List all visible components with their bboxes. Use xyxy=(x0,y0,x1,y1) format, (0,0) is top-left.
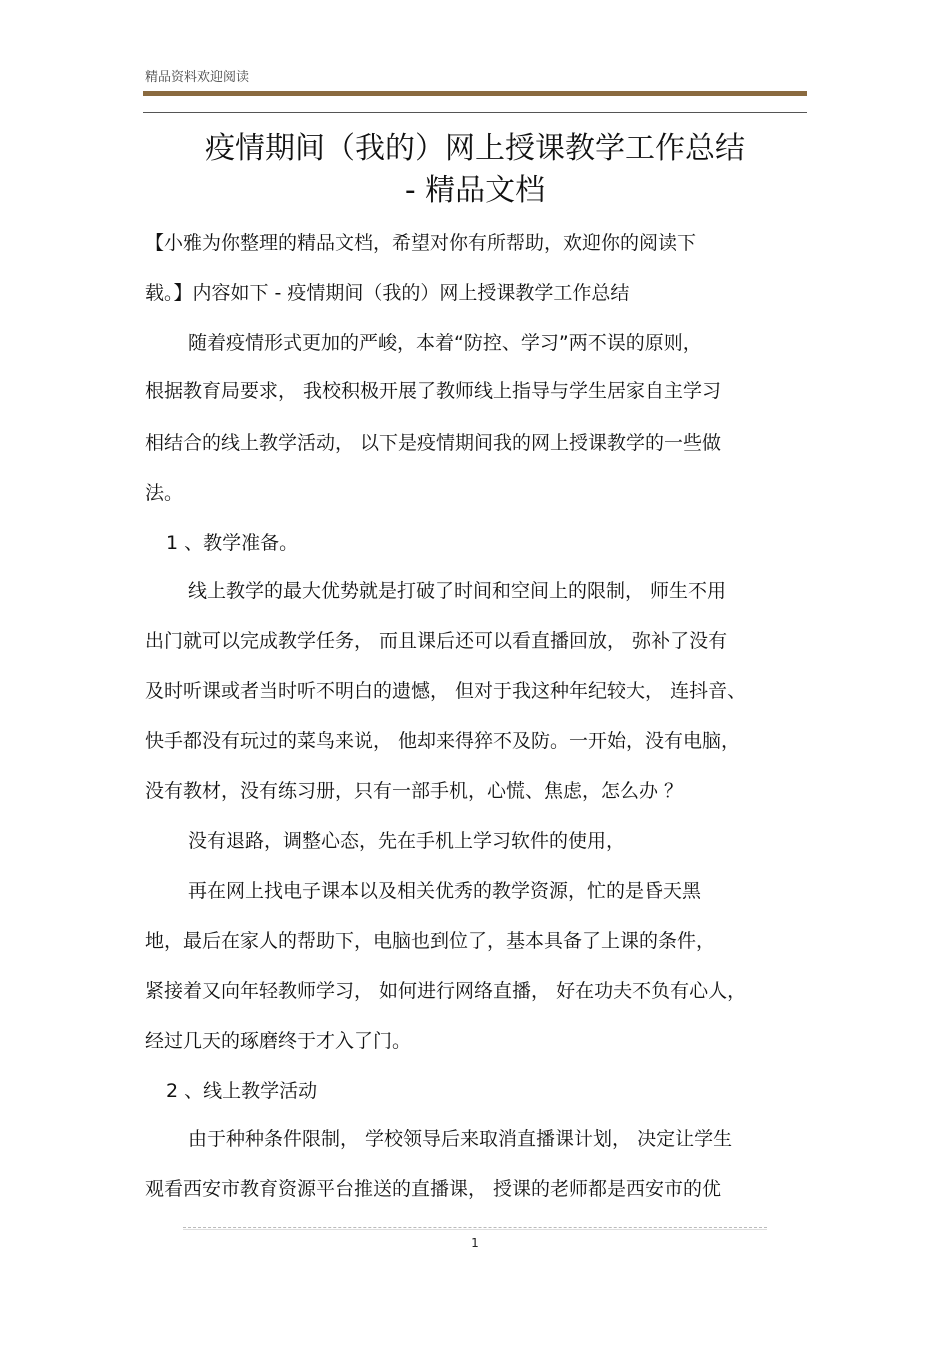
document-title xyxy=(145,128,805,212)
body-line: 载。】内容如下 - 疫情期间（我的）网上授课教学工作总结 xyxy=(145,282,630,304)
body-line: 法。 xyxy=(145,482,184,504)
body-line: 由于种种条件限制， 学校领导后来取消直播课计划， 决定让学生 xyxy=(188,1128,733,1150)
body-line: 随着疫情形式更加的严峻，本着“防控、学习”两不误的原则， xyxy=(188,332,702,354)
body-line: 地，最后在家人的帮助下，电脑也到位了，基本具备了上课的条件， xyxy=(145,930,716,952)
body-line: 没有退路，调整心态，先在手机上学习软件的使用， xyxy=(188,830,626,852)
title-line-1: 疫情期间（我的）网上授课教学工作总结 xyxy=(205,131,745,166)
body-line: 没有教材，没有练习册，只有一部手机，心慌、焦虑，怎么办 ？ xyxy=(145,780,684,802)
body-line: 根据教育局要求， 我校积极开展了教师线上指导与学生居家自主学习 xyxy=(145,380,722,402)
body-line: 【小雅为你整理的精品文档，希望对你有所帮助，欢迎你的阅读下 xyxy=(145,232,697,254)
body-line: 快手都没有玩过的菜鸟来说， 他却来得猝不及防。一开始，没有电脑， xyxy=(145,730,741,752)
body-line: 及时听课或者当时听不明白的遗憾， 但对于我这种年纪较大， 连抖音、 xyxy=(145,680,747,702)
header-rule-thin xyxy=(143,112,807,113)
body-line: 相结合的线上教学活动， 以下是疫情期间我的网上授课教学的一些做 xyxy=(145,432,722,454)
body-line: 再在网上找电子课本以及相关优秀的教学资源，忙的是昏天黑 xyxy=(188,880,702,902)
section-heading: 1 、教学准备。 xyxy=(166,532,299,554)
page-header: 精品资料欢迎阅读 xyxy=(145,70,250,85)
body-line: 出门就可以完成教学任务， 而且课后还可以看直播回放， 弥补了没有 xyxy=(145,630,728,652)
page-number: 1 xyxy=(471,1236,479,1250)
body-line: 经过几天的琢磨终于才入了门。 xyxy=(145,1030,412,1052)
footer-rule-secondary xyxy=(183,1229,767,1230)
body-line: 线上教学的最大优势就是打破了时间和空间上的限制， 师生不用 xyxy=(188,580,727,602)
footer-rule xyxy=(183,1227,767,1228)
body-line: 观看西安市教育资源平台推送的直播课， 授课的老师都是西安市的优 xyxy=(145,1178,722,1200)
section-heading: 2 、线上教学活动 xyxy=(166,1080,318,1102)
title-line-2: - 精品文档 xyxy=(404,173,546,208)
header-rule-thick xyxy=(143,91,807,96)
body-line: 紧接着又向年轻教师学习， 如何进行网络直播， 好在功夫不负有心人， xyxy=(145,980,747,1002)
